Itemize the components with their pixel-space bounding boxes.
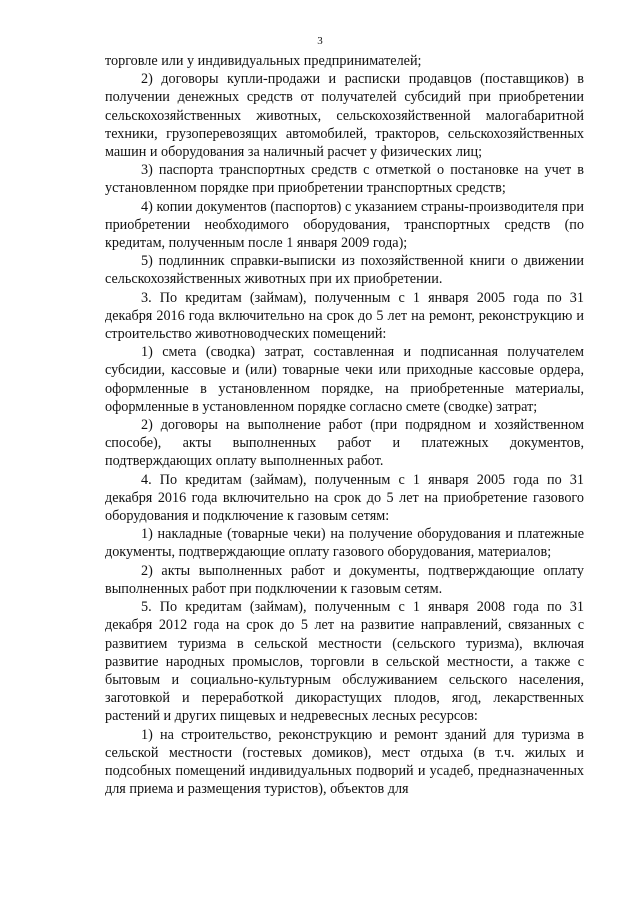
paragraph-8: 2) договоры на выполнение работ (при подрядном и хозяйственном способе), акты выполненных работ и платежных документов, подтверждающих оплату выполненных работ. — [105, 417, 584, 470]
paragraph-13: 1) на строительство, реконструкцию и ремонт зданий для туризма в сельской местности (гостевых домиков), мест отдыха (в т.ч. жилых и подсобных помещений индивидуальных подворий и усадеб, предназначенных для приема и размещения туристов), объектов для — [105, 726, 584, 798]
document-body — [105, 52, 584, 798]
page-number: 3 — [317, 35, 323, 47]
paragraph-9: 4. По кредитам (займам), полученным с 1 января 2005 года по 31 декабря 2016 года включительно на срок до 5 лет на приобретение газового оборудования и подключение к газовым сетям: — [105, 471, 584, 525]
paragraph-2: 2) договоры купли-продажи и расписки продавцов (поставщиков) в получении денежных средств от получателей субсидий при приобретении сельскохозяйственных животных, сельскохозяйственной малогабаритной техники, грузоперевозящих автомобилей, тракторов, сельскохозяйственных машин и оборудования за наличный расчет у физических лиц; — [105, 71, 584, 161]
paragraph-11: 2) акты выполненных работ и документы, подтверждающие оплату выполненных работ при подключении к газовым сетям. — [105, 562, 584, 597]
paragraph-10: 1) накладные (товарные чеки) на получение оборудования и платежные документы, подтверждающие оплату газового оборудования, материалов; — [105, 526, 584, 561]
paragraph-5: 5) подлинник справки-выписки из похозяйственной книги о движении сельскохозяйственных животных при их приобретении. — [105, 253, 584, 288]
paragraph-3: 3) паспорта транспортных средств с отметкой о постановке на учет в установленном порядке при приобретении транспортных средств; — [105, 162, 584, 197]
paragraph-1: торговле или у индивидуальных предпринимателей; — [105, 53, 422, 69]
paragraph-7: 1) смета (сводка) затрат, составленная и подписанная получателем субсидии, кассовые и (или) товарные чеки или приходные кассовые ордера, оформленные в установленном порядке, на приобретенные материалы, оформленные в установленном порядке согласно смете (сводке) затрат; — [105, 344, 584, 415]
paragraph-12: 5. По кредитам (займам), полученным с 1 января 2008 года по 31 декабря 2012 года на срок до 5 лет на развитие направлений, связанных с развитием туризма в сельской местности (сельского туризма), включая развитие народных промыслов, торговли в сельской местности, а также с бытовым и социально-культурным обслуживанием сельского населения, заготовкой и переработкой дикорастущих плодов, ягод, лекарственных растений и других пищевых и недревесных лесных ресурсов: — [105, 599, 584, 725]
paragraph-6: 3. По кредитам (займам), полученным с 1 января 2005 года по 31 декабря 2016 года включительно на срок до 5 лет на ремонт, реконструкцию и строительство животноводческих помещений: — [105, 289, 584, 343]
paragraph-4: 4) копии документов (паспортов) с указанием страны-производителя при приобретении необходимого оборудования, транспортных средств (по кредитам, полученным после 1 января 2009 года); — [105, 198, 584, 252]
